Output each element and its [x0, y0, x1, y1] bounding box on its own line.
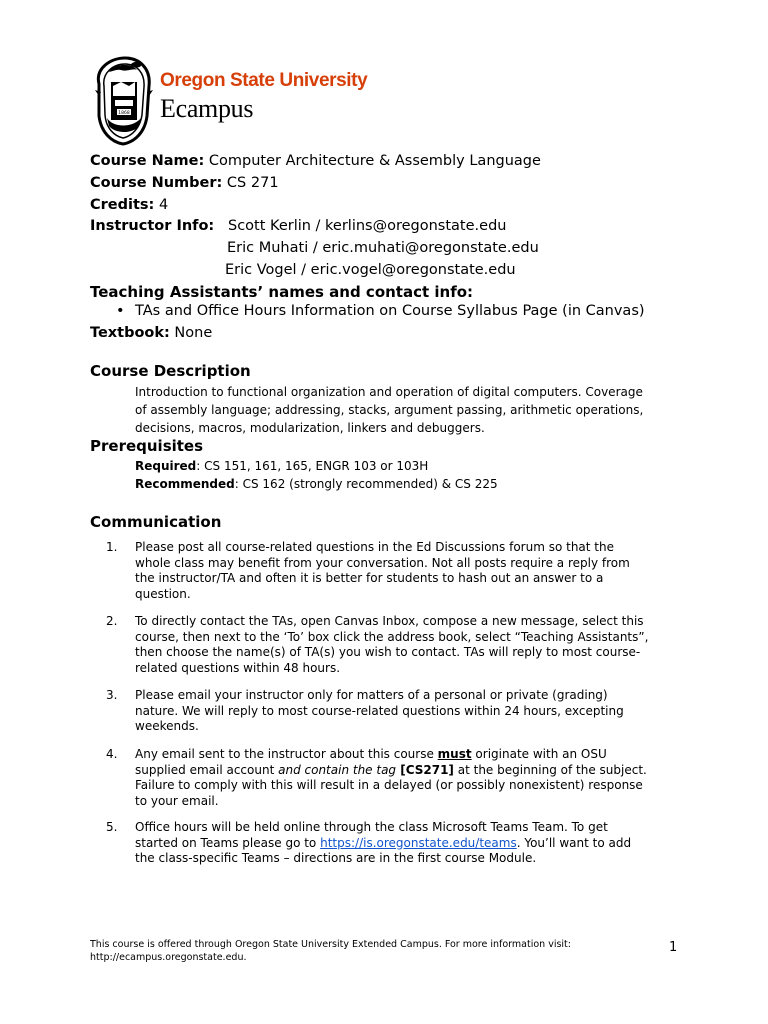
text-segment: at the beginning of the subject. — [453, 762, 647, 777]
textbook-label: Textbook: — [90, 325, 170, 341]
course-name-label: Course Name: — [90, 153, 205, 169]
instructor-3: Eric Vogel / eric.vogel@oregonstate.edu — [225, 262, 516, 278]
university-name-logo: Oregon State University — [160, 70, 368, 91]
text-segment: started on Teams please go to — [135, 835, 321, 850]
recommended-prereqs — [135, 476, 498, 494]
footer-url: http://ecampus.oregonstate.edu. — [90, 952, 247, 963]
ecampus-wordmark: Ecampus — [160, 94, 254, 123]
text-line: Office hours will be held online through the class Microsoft Teams Team. To get — [135, 820, 608, 834]
ta-bullet-marker: • — [116, 303, 125, 319]
instructor-1: Scott Kerlin / kerlins@oregonstate.edu — [228, 218, 507, 234]
teams-link[interactable]: https://is.oregonstate.edu/teams — [320, 835, 517, 850]
text-line: Failure to comply with this will result in a delayed (or possibly nonexistent) response — [135, 778, 643, 792]
description-line: of assembly language; addressing, stacks, argument passing, arithmetic operations, — [135, 403, 644, 417]
list-item-text — [135, 820, 690, 867]
course-number — [90, 174, 279, 192]
course-name-value: Computer Architecture & Assembly Language — [204, 153, 541, 169]
text-line: the class-specific Teams – directions are in the first course Module. — [135, 851, 537, 865]
required-value: : CS 151, 161, 165, ENGR 103 or 103H — [196, 459, 429, 473]
list-item-number: 4. — [106, 747, 118, 761]
list-item-text — [135, 540, 690, 602]
description-line: Introduction to functional organization and operation of digital computers. Coverage — [135, 385, 643, 399]
text-line: nature. We will reply to most course-related questions within 24 hours, excepting — [135, 703, 624, 718]
instructor-label: Instructor Info: — [90, 218, 215, 234]
list-item-number: 3. — [106, 688, 118, 702]
recommended-label: Recommended — [135, 477, 235, 491]
list-item-number: 2. — [106, 614, 118, 628]
text-line: related questions within 48 hours. — [135, 660, 341, 675]
description-line: decisions, macros, modularization, linkers and debuggers. — [135, 421, 485, 435]
text-line: the instructor/TA and often it is better for students to hash out an answer to a — [135, 571, 604, 585]
communication-heading: Communication — [90, 513, 222, 531]
text-line: whole class may benefit from your conversation. Not all posts require a reply from — [135, 555, 630, 570]
list-item-number: 5. — [106, 820, 118, 834]
list-item-number: 1. — [106, 540, 118, 554]
text-segment: . You’ll want to add — [516, 835, 632, 850]
text-line: To directly contact the TAs, open Canvas Inbox, compose a new message, select this — [135, 614, 644, 628]
instructor-2: Eric Muhati / eric.muhati@oregonstate.edu — [227, 240, 539, 256]
ta-heading: Teaching Assistants’ names and contact info: — [90, 283, 474, 301]
course-tag: [CS271] — [396, 762, 454, 777]
text-line — [135, 747, 690, 763]
footer-line: This course is offered through Oregon State University Extended Campus. For more information visit: — [90, 939, 571, 950]
textbook-value: None — [169, 325, 213, 341]
ta-bullet-text: TAs and Office Hours Information on Course Syllabus Page (in Canvas) — [135, 303, 645, 319]
course-number-label: Course Number: — [90, 175, 223, 191]
must-emphasis: must — [437, 747, 472, 761]
text-line — [135, 763, 690, 779]
text-line: question. — [135, 586, 191, 601]
text-line: to your email. — [135, 793, 219, 808]
text-line: course, then next to the ‘To’ box click the address book, select “Teaching Assistants”, — [135, 629, 649, 644]
list-item-text — [135, 614, 690, 676]
instructor-info — [90, 217, 214, 235]
course-number-value: CS 271 — [222, 175, 279, 191]
text-line: then choose the name(s) of TA(s) you wish to contact. TAs will reply to most course- — [135, 645, 641, 659]
required-label: Required — [135, 459, 197, 473]
recommended-value: : CS 162 (strongly recommended) & CS 225 — [234, 477, 498, 491]
textbook — [90, 324, 212, 342]
text-line: Please post all course-related questions in the Ed Discussions forum so that the — [135, 540, 614, 554]
text-line — [135, 836, 690, 852]
list-item-text — [135, 747, 690, 809]
prerequisites-heading: Prerequisites — [90, 437, 204, 455]
osu-seal-logo — [91, 56, 155, 146]
credits-label: Credits: — [90, 197, 155, 213]
text-line: Please email your instructor only for matters of a personal or private (grading) — [135, 688, 608, 702]
credits — [90, 196, 168, 214]
text-segment: supplied email account — [135, 762, 279, 777]
svg-text:1868: 1868 — [118, 111, 130, 116]
course-name — [90, 152, 541, 170]
italic-segment: and contain the tag — [278, 762, 397, 777]
page-number: 1 — [669, 940, 678, 955]
credits-value: 4 — [154, 197, 169, 213]
list-item-text — [135, 688, 690, 735]
text-segment: originate with an OSU — [471, 747, 607, 761]
description-heading: Course Description — [90, 362, 251, 380]
text-line: weekends. — [135, 719, 199, 733]
required-prereqs — [135, 458, 428, 476]
text-segment: Any email sent to the instructor about this course — [135, 747, 438, 761]
footer-text — [90, 938, 571, 964]
